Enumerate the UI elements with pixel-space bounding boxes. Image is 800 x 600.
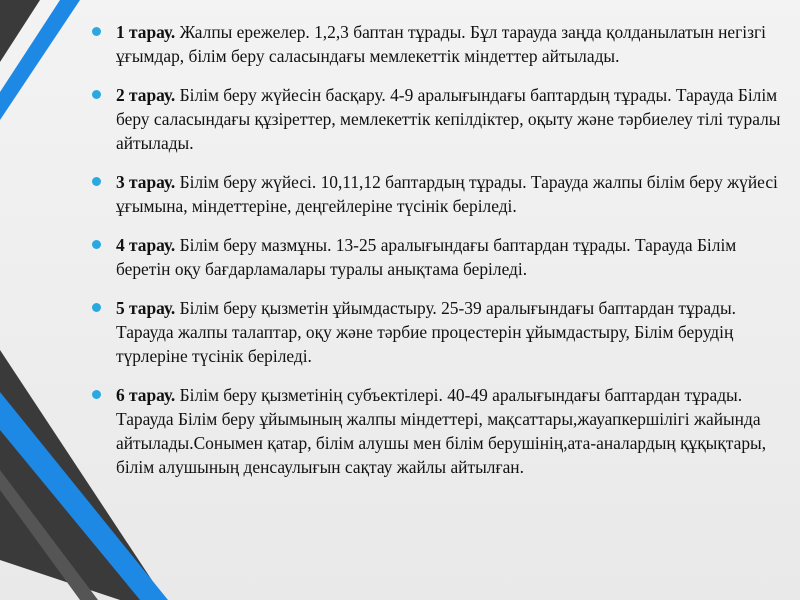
bullet-icon [92, 27, 101, 36]
chapter-text: Жалпы ережелер. 1,2,3 баптан тұрады. Бұл тарауда заңда қолданылатын негізгі ұғымдар, білім беру саласындағы мемлекеттік міндеттер айтылады. [116, 22, 766, 66]
chapter-item-4 [92, 233, 792, 281]
chapter-item-2 [92, 83, 792, 155]
chapter-title: 6 тарау. [116, 385, 176, 405]
chapter-title: 2 тарау. [116, 85, 176, 105]
chapter-text: Білім беру жүйесі. 10,11,12 баптардың тұрады. Тарауда жалпы білім беру жүйесі ұғымына, міндеттеріне, деңгейлеріне түсінік беріледі. [116, 172, 778, 216]
chapter-title: 3 тарау. [116, 172, 176, 192]
bullet-icon [92, 177, 101, 186]
bullet-icon [92, 90, 101, 99]
chapter-text: Білім беру қызметін ұйымдастыру. 25-39 аралығындағы баптардан тұрады. Тарауда жалпы талаптар, оқу және тәрбие процестерін ұйымдастыру, Білім берудің түрлеріне түсінік беріледі. [116, 298, 736, 366]
chapter-list [92, 20, 792, 494]
chapter-item-1 [92, 20, 792, 68]
chapter-title: 4 тарау. [116, 235, 176, 255]
chapter-item-6 [92, 383, 792, 479]
chapter-item-3 [92, 170, 792, 218]
bullet-icon [92, 390, 101, 399]
chapter-item-5 [92, 296, 792, 368]
chapter-title: 1 тарау. [116, 22, 176, 42]
chapter-title: 5 тарау. [116, 298, 176, 318]
chapter-text: Білім беру қызметінің субъектілері. 40-49 аралығындағы баптардан тұрады. Тарауда Білім беру ұйымының жалпы міндеттері, мақсаттары,жауапкершілігі жайында айтылады.Сонымен қатар, білім алушы мен білім берушінің,ата-аналардың құқықтары, білім алушының денсаулығын сақтау жайлы айтылған. [116, 385, 767, 477]
chapter-text: Білім беру мазмұны. 13-25 аралығындағы баптардан тұрады. Тарауда Білім беретін оқу бағдарламалары туралы анықтама беріледі. [116, 235, 737, 279]
bullet-icon [92, 303, 101, 312]
bullet-icon [92, 240, 101, 249]
chapter-text: Білім беру жүйесін басқару. 4-9 аралығындағы баптардың тұрады. Тарауда Білім беру саласындағы құзіреттер, мемлекеттік кепілдіктер, оқыту және тәрбиелеу тілі туралы айтылады. [116, 85, 781, 153]
